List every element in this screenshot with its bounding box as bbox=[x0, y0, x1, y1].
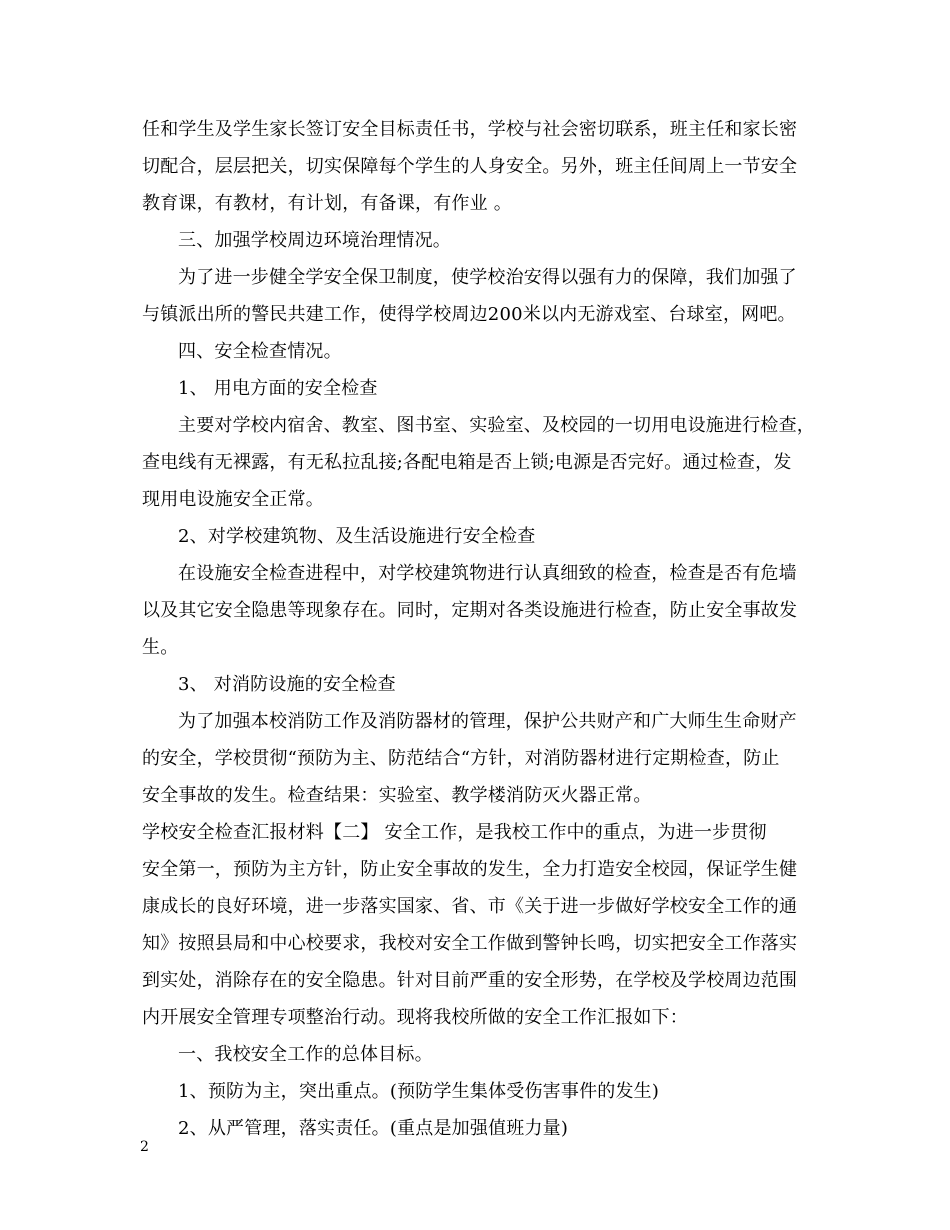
text-line: 安全事故的发生。检查结果：实验室、教学楼消防灭火器正常。 bbox=[142, 785, 652, 806]
text-line: 切配合，层层把关，切实保障每个学生的人身安全。另外，班主任间周上一节安全 bbox=[142, 156, 798, 177]
text-line: 以及其它安全隐患等现象存在。同时，定期对各类设施进行检查，防止安全事故发 bbox=[142, 600, 798, 621]
text-line: 康成长的良好环境，进一步落实国家、省、市《关于进一步做好学校安全工作的通 bbox=[142, 896, 798, 917]
section-heading: 一、我校安全工作的总体目标。 bbox=[178, 1044, 433, 1065]
subsection-heading: 3、 对消防设施的安全检查 bbox=[178, 674, 396, 695]
text-line: 为了进一步健全学安全保卫制度，使学校治安得以强有力的保障，我们加强了 bbox=[178, 267, 797, 288]
text-line: 现用电设施安全正常。 bbox=[142, 489, 324, 510]
text-line: 的安全，学校贯彻“预防为主、防范结合“方针，对消防器材进行定期检查，防止 bbox=[142, 748, 780, 769]
subsection-heading: 1、 用电方面的安全检查 bbox=[178, 378, 378, 399]
text-line: 教育课，有教材，有计划，有备课，有作业 。 bbox=[142, 193, 512, 214]
text-line: 为了加强本校消防工作及消防器材的管理，保护公共财产和广大师生生命财产 bbox=[178, 711, 797, 732]
text-line: 查电线有无裸露，有无私拉乱接;各配电箱是否上锁;电源是否完好。通过检查，发 bbox=[142, 452, 792, 473]
section-heading: 三、加强学校周边环境治理情况。 bbox=[178, 230, 451, 251]
section-heading: 四、安全检查情况。 bbox=[178, 341, 342, 362]
text-line: 与镇派出所的警民共建工作，使得学校周边200米以内无游戏室、台球室，网吧。 bbox=[142, 304, 796, 325]
list-item: 1、预防为主，突出重点。(预防学生集体受伤害事件的发生) bbox=[178, 1081, 660, 1102]
document-title-line: 学校安全检查汇报材料【二】 安全工作，是我校工作中的重点，为进一步贯彻 bbox=[142, 822, 767, 843]
text-line: 在设施安全检查进程中，对学校建筑物进行认真细致的检查，检查是否有危墙 bbox=[178, 563, 797, 584]
page-number: 2 bbox=[140, 1139, 149, 1155]
text-line: 内开展安全管理专项整治行动。现将我校所做的安全工作汇报如下： bbox=[142, 1007, 688, 1028]
text-line: 主要对学校内宿舍、教室、图书室、实验室、及校园的一切用电设施进行检查， bbox=[178, 415, 815, 436]
list-item: 2、从严管理，落实责任。(重点是加强值班力量) bbox=[178, 1118, 569, 1139]
text-line: 生。 bbox=[142, 637, 179, 658]
subsection-heading: 2、对学校建筑物、及生活设施进行安全检查 bbox=[178, 526, 536, 547]
text-line: 任和学生及学生家长签订安全目标责任书，学校与社会密切联系，班主任和家长密 bbox=[142, 119, 798, 140]
text-line: 到实处，消除存在的安全隐患。针对目前严重的安全形势，在学校及学校周边范围 bbox=[142, 970, 798, 991]
text-line: 安全第一，预防为主方针，防止安全事故的发生，全力打造安全校园，保证学生健 bbox=[142, 859, 798, 880]
text-line: 知》按照县局和中心校要求，我校对安全工作做到警钟长鸣，切实把安全工作落实 bbox=[142, 933, 798, 954]
